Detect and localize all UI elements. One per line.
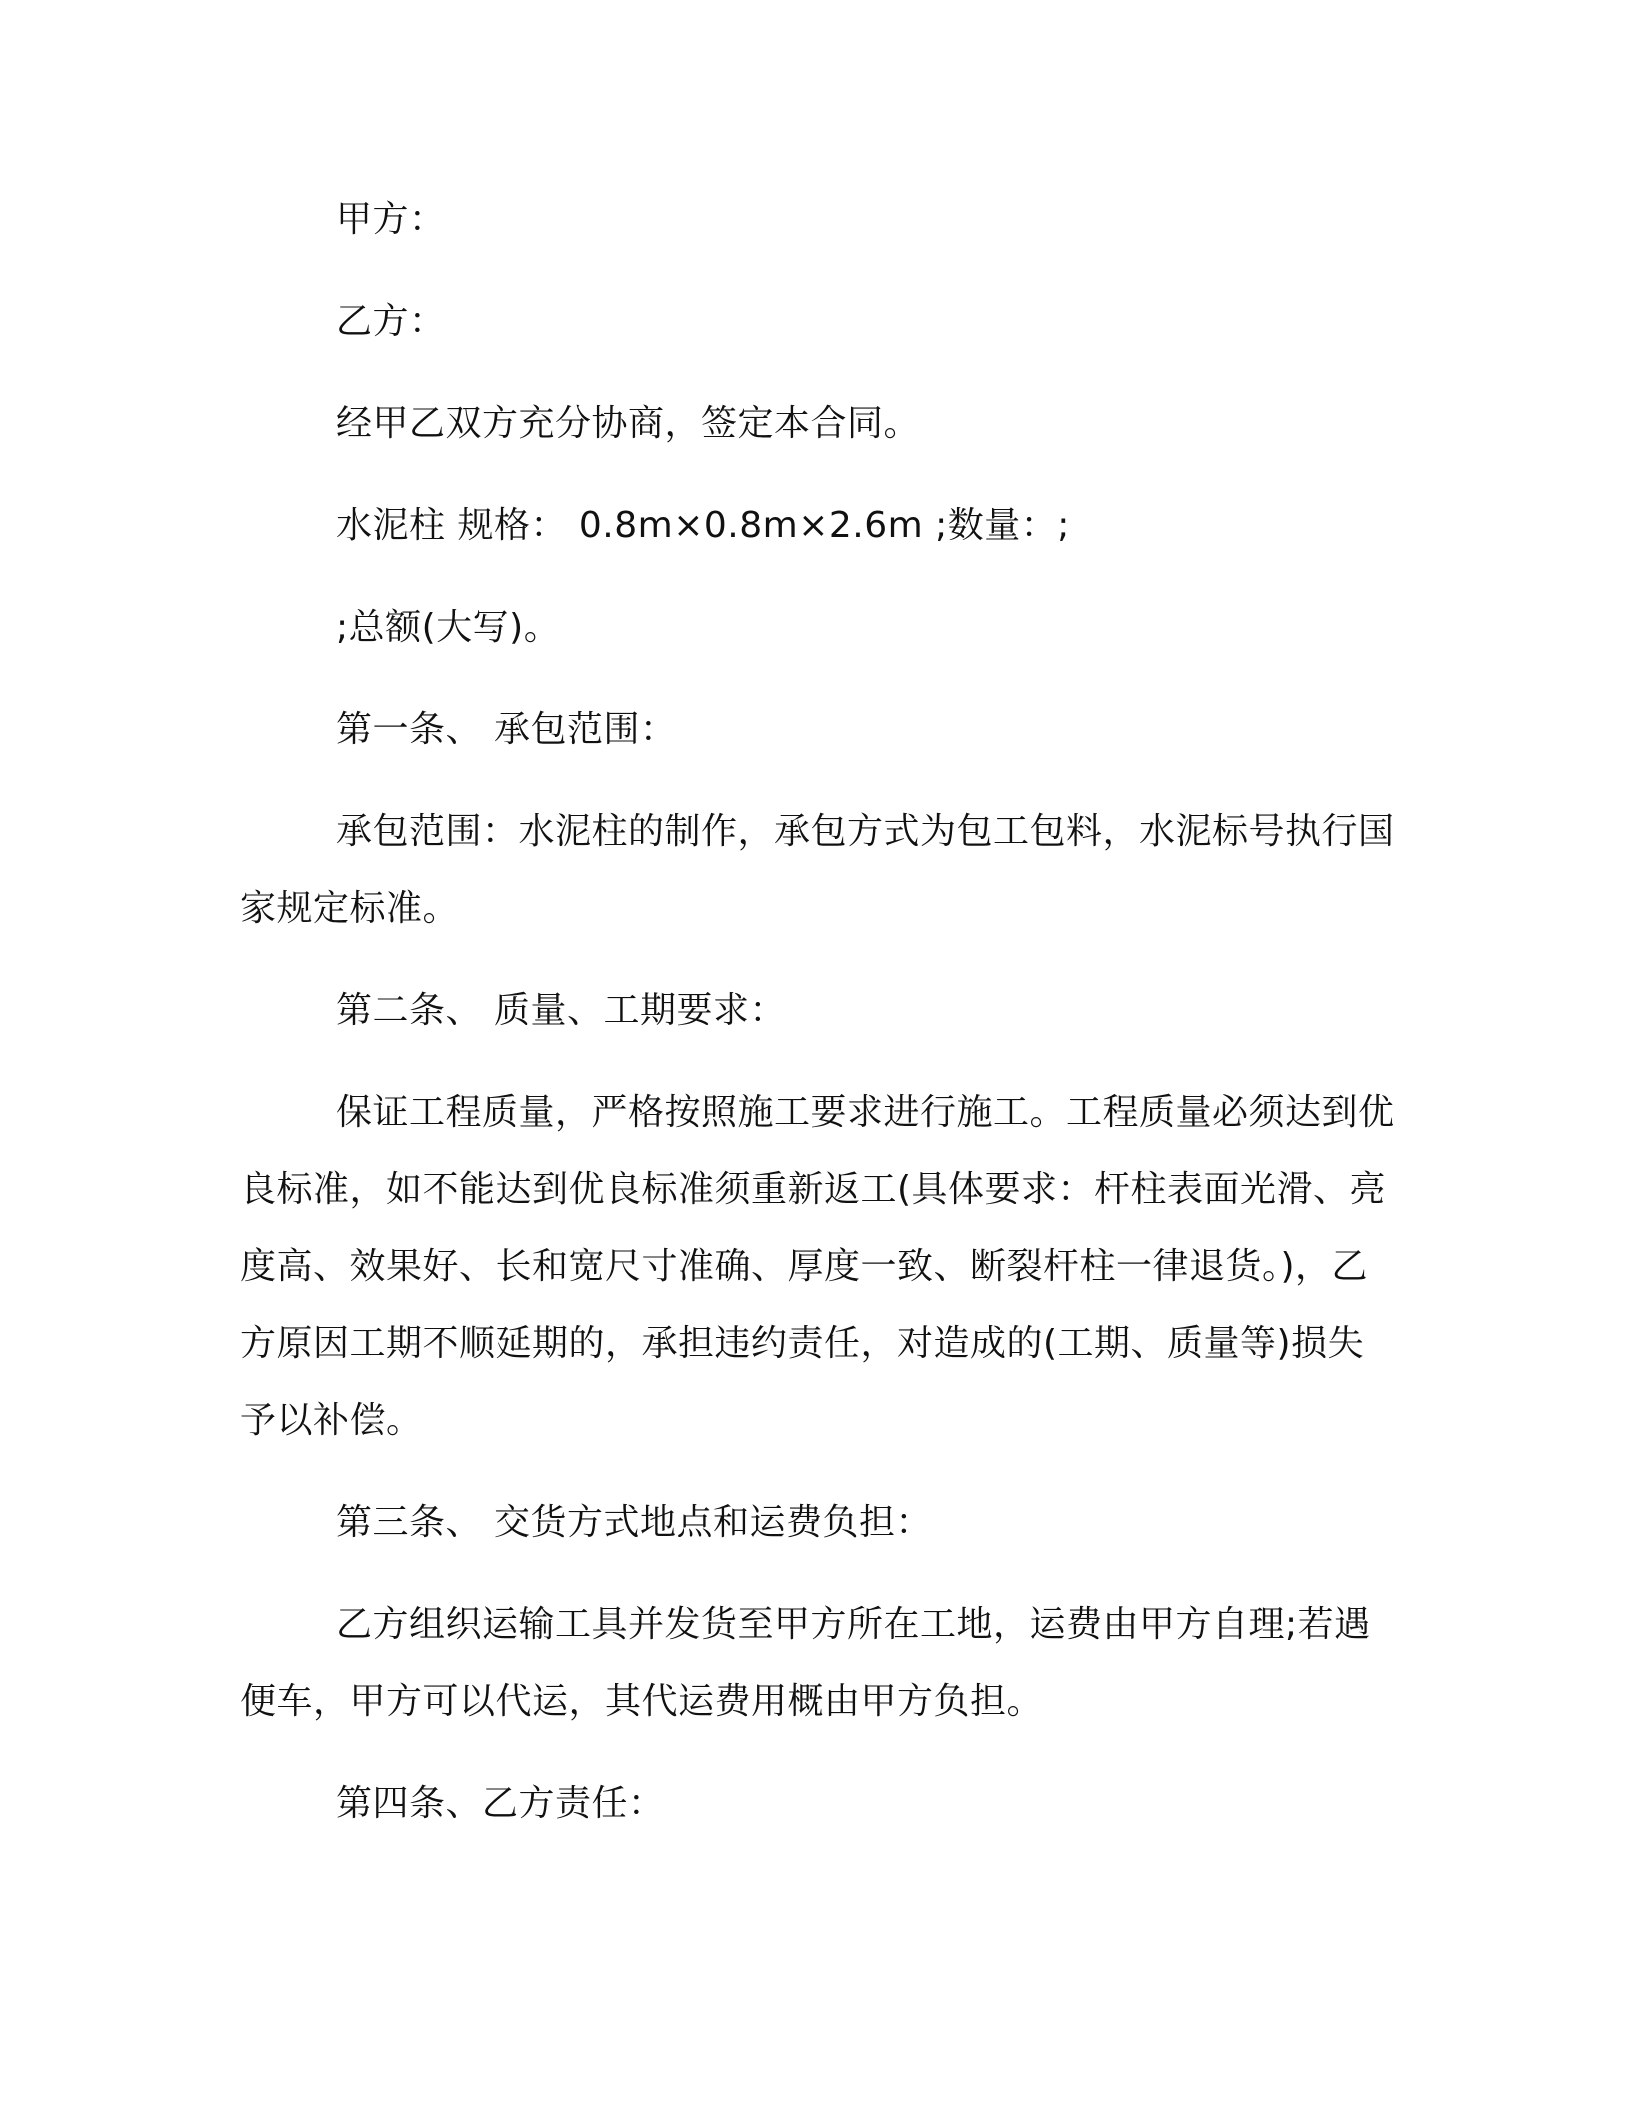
article-1-body: 承包范围：水泥柱的制作，承包方式为包工包料，水泥标号执行国家规定标准。 <box>240 811 1395 929</box>
agreement-statement: 经甲乙双方充分协商，签定本合同。 <box>336 403 921 444</box>
total-amount-line: ;总额(大写)。 <box>336 607 561 648</box>
party-a-line: 甲方： <box>336 199 446 240</box>
spec-quantity-line: 水泥柱 规格： 0.8m×0.8m×2.6m ;数量：; <box>336 505 1070 546</box>
article-1-heading: 第一条、 承包范围： <box>336 709 677 750</box>
party-b-line: 乙方： <box>336 301 446 342</box>
article-2-heading: 第二条、 质量、工期要求： <box>336 990 786 1031</box>
article-4-heading: 第四条、乙方责任： <box>336 1783 665 1824</box>
article-3-body: 乙方组织运输工具并发货至甲方所在工地，运费由甲方自理;若遇便车，甲方可以代运，其代运费用概由甲方负担。 <box>240 1604 1371 1722</box>
article-2-body: 保证工程质量，严格按照施工要求进行施工。工程质量必须达到优良标准，如不能达到优良标准须重新返工(具体要求：杆柱表面光滑、亮度高、效果好、长和宽尺寸准确、厚度一致、断裂杆柱一律退货。)，乙方原因工期不顺延期的，承担违约责任，对造成的(工期、质量等)损失予以补偿。 <box>240 1092 1395 1441</box>
article-3-heading: 第三条、 交货方式地点和运费负担： <box>336 1502 932 1543</box>
